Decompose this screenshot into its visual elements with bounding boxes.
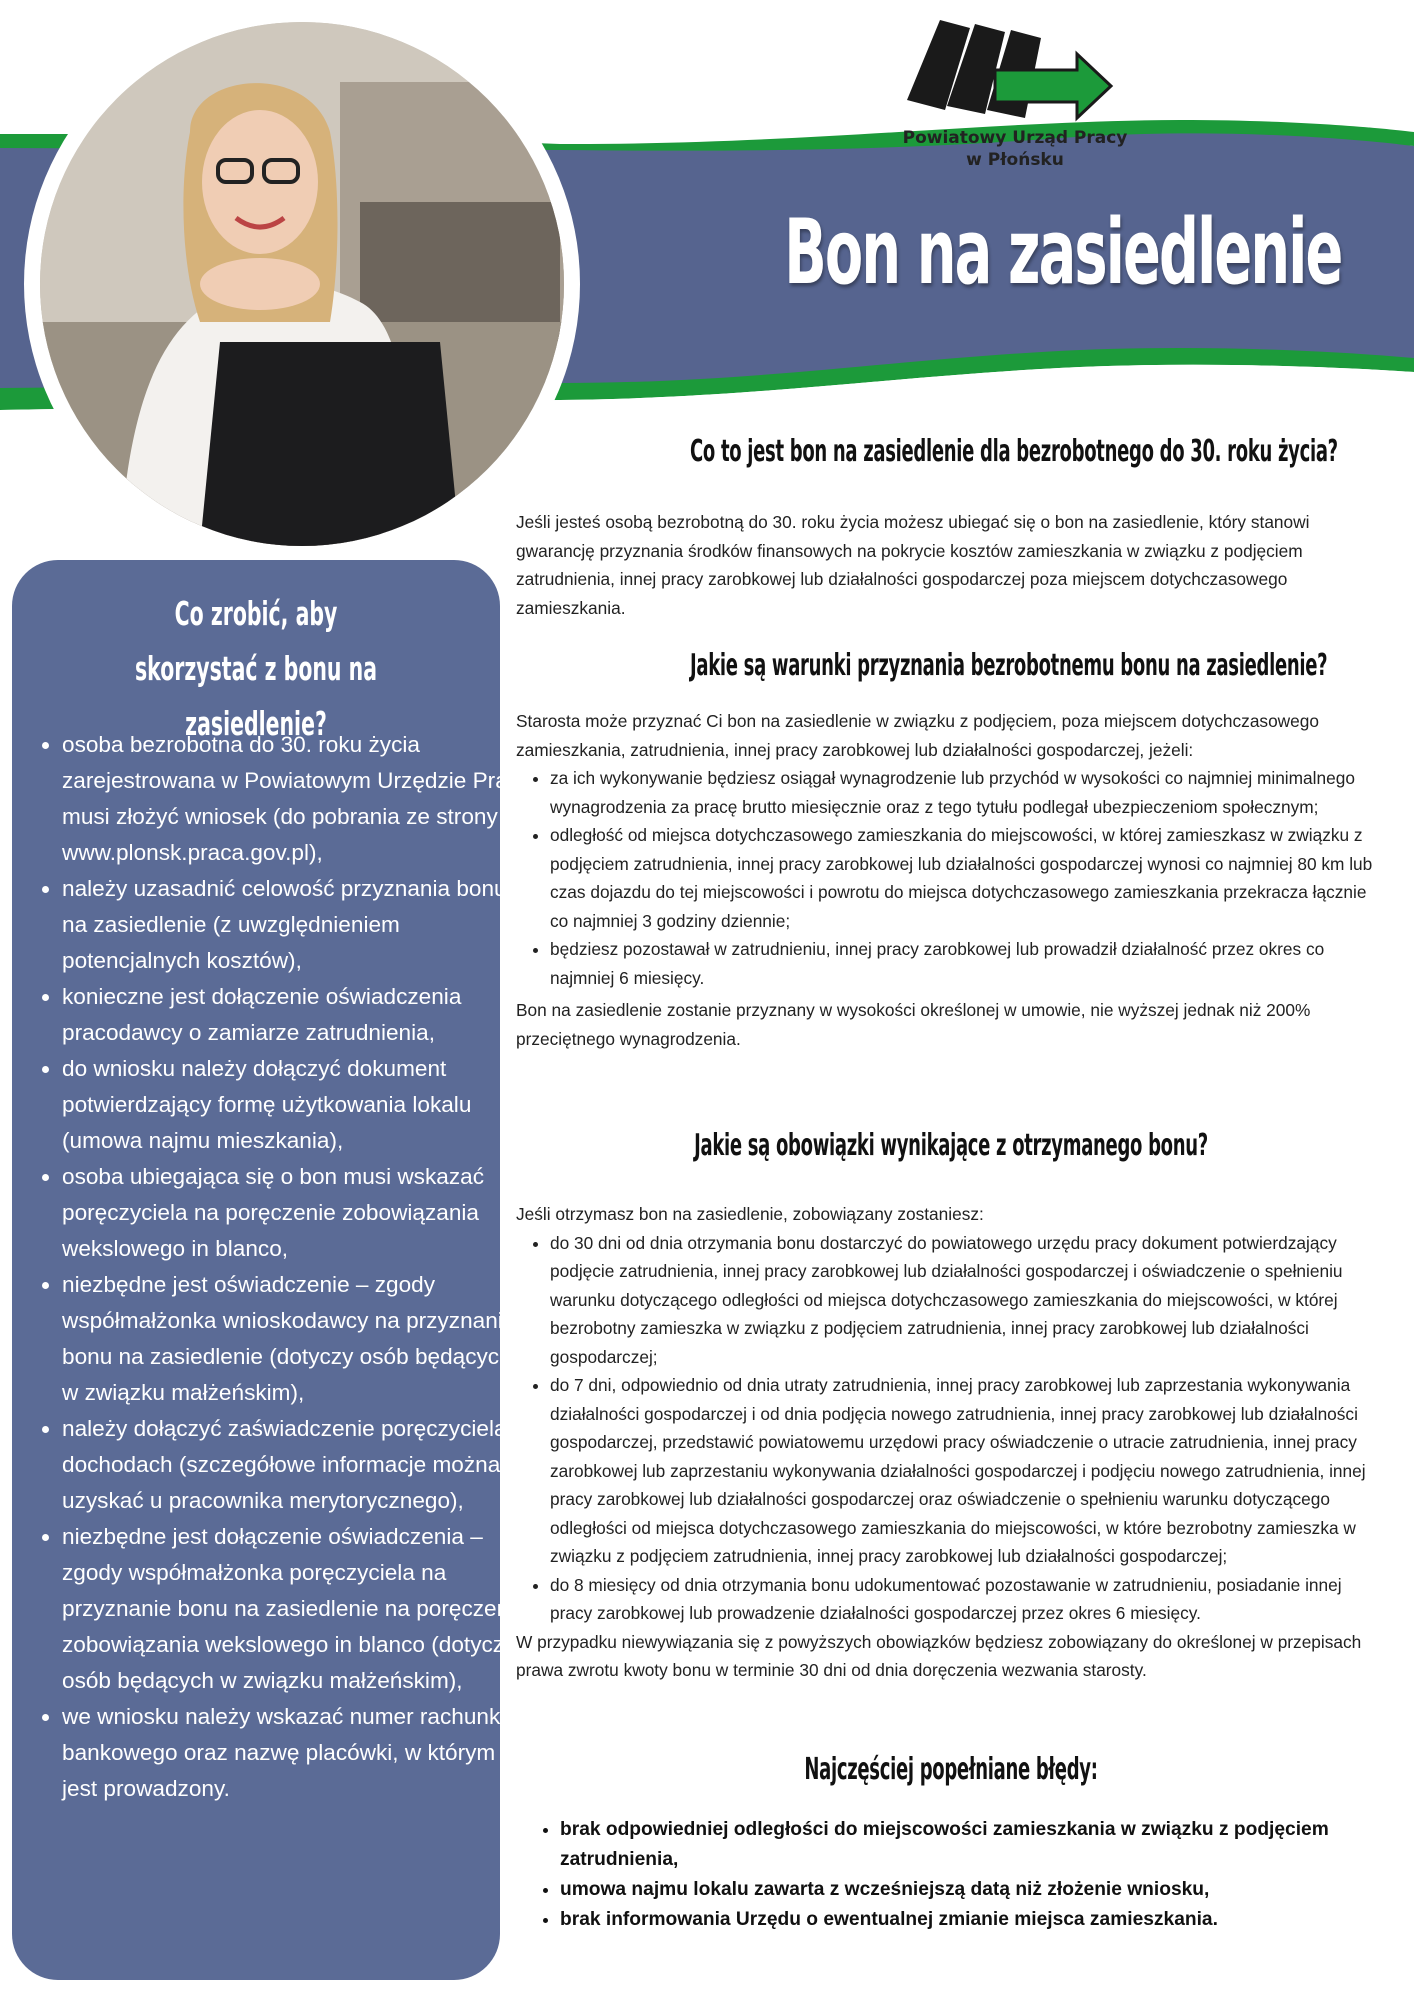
section2-list: [516, 764, 1386, 992]
woman-at-laptop-illustration: [40, 22, 564, 546]
list-item: • umowa najmu lokalu zawarta z wcześniejszą datą niż złożenie wniosku,: [560, 1875, 1414, 1905]
left-panel-list: [26, 727, 532, 1807]
list-item: • należy dołączyć zaświadczenie poręczyciela o dochodach (szczegółowe informacje można uzyskać u pracownika merytorycznego),: [62, 1411, 532, 1519]
section2-intro: Starosta może przyznać Ci bon na zasiedlenie w związku z podjęciem, poza miejscem dotychczasowego zamieszkania, zatrudnienia, innej pracy zarobkowej lub działalności gospodarczej, jeżeli:: [516, 711, 1319, 760]
left-panel-title: Co zrobić, aby skorzystać z bonu na zasiedlenie?: [134, 594, 377, 743]
page-title: Bon na zasiedlenie: [784, 200, 1342, 305]
section1-heading: Co to jest bon na zasiedlenie dla bezrobotnego do 30. roku życia?: [690, 434, 1338, 469]
list-item: • brak informowania Urzędu o ewentualnej zmianie miejsca zamieszkania.: [560, 1905, 1414, 1935]
logo-text-line2: w Płońsku: [966, 150, 1064, 170]
list-item: • do 30 dni od dnia otrzymania bonu dostarczyć do powiatowego urzędu pracy dokument potwierdzający podjęcie zatrudnienia, innej pracy zarobkowej lub działalności gospodarczej i oświadczenie o spełnieniu warunku dotyczącego odległości od miejsca dotychczasowego zamieszkania do miejscowości, w której bezrobotny zamieszka w związku z podjęciem zatrudnienia, innej pracy zarobkowej lub działalności gospodarczej;: [550, 1229, 1386, 1372]
section1-text: Jeśli jesteś osobą bezrobotną do 30. roku życia możesz ubiegać się o bon na zasiedlenie, który stanowi gwarancję przyznania środków finansowych na pokrycie kosztów zamieszkania w związku z podjęciem zatrudnienia, innej pracy zarobkowej lub działalności gospodarczej poza miejscem dotychczasowego zamieszkania.: [516, 512, 1310, 618]
section3-list: [516, 1229, 1386, 1628]
list-item: • za ich wykonywanie będziesz osiągał wynagrodzenie lub przychód w wysokości co najmniej minimalnego wynagrodzenia za pracę brutto miesięcznie oraz z tego tytułu podlegał ubezpieczeniom społecznym;: [550, 764, 1386, 821]
section3-heading: Jakie są obowiązki wynikające z otrzymanego bonu?: [694, 1128, 1208, 1163]
list-item: • należy uzasadnić celowość przyznania bonu na zasiedlenie (z uwzględnieniem potencjalnych kosztów),: [62, 871, 532, 979]
section2-body: [516, 707, 1386, 1053]
section2-heading: Jakie są warunki przyznania bezrobotnemu bonu na zasiedlenie?: [690, 648, 1328, 683]
list-item: • brak odpowiedniej odległości do miejscowości zamieszkania w związku z podjęciem zatrudnienia,: [560, 1815, 1414, 1875]
section1-body: [516, 508, 1386, 622]
list-item: • do wniosku należy dołączyć dokument potwierdzający formę użytkowania lokalu (umowa najmu mieszkania),: [62, 1051, 532, 1159]
list-item: • konieczne jest dołączenie oświadczenia pracodawcy o zamiarze zatrudnienia,: [62, 979, 532, 1051]
logo-text: [880, 127, 1150, 171]
list-item: • do 7 dni, odpowiednio od dnia utraty zatrudnienia, innej pracy zarobkowej lub zaprzestania wykonywania działalności gospodarczej i od dnia podjęcia nowego zatrudnienia, innej pracy zarobkowej lub działalności gospodarczej, przedstawić powiatowemu urzędowi pracy oświadczenie o utracie zatrudnienia, innej pracy zarobkowej lub zaprzestaniu wykonywania działalności gospodarczej i podjęciu nowego zatrudnienia, innej pracy zarobkowej lub działalności gospodarczej oraz oświadczenie o spełnieniu warunku dotyczącego odległości od miejsca dotychczasowego zamieszkania do miejscowości, w które bezrobotny zamieszka w związku z podjęciem zatrudnienia, innej pracy zarobkowej lub działalności gospodarczej;: [550, 1371, 1386, 1571]
list-item: • osoba bezrobotna do 30. roku życia zarejestrowana w Powiatowym Urzędzie Pracy musi złożyć wniosek (do pobrania ze strony www.plonsk.praca.gov.pl),: [62, 727, 532, 871]
list-item: • niezbędne jest dołączenie oświadczenia – zgody współmałżonka poręczyciela na przyznanie bonu na zasiedlenie na poręczenie zobowiązania wekslowego in blanco (dotyczy osób będących w związku małżeńskim),: [62, 1519, 532, 1699]
section2-outro: Bon na zasiedlenie zostanie przyznany w wysokości określonej w umowie, nie wyższej jednak niż 200% przeciętnego wynagrodzenia.: [516, 1000, 1311, 1049]
section3-intro: Jeśli otrzymasz bon na zasiedlenie, zobowiązany zostaniesz:: [516, 1204, 984, 1224]
logo-graphic-icon: [907, 20, 1111, 118]
list-item: • odległość od miejsca dotychczasowego zamieszkania do miejscowości, w której zamieszkasz w związku z podjęciem zatrudnienia, innej pracy zarobkowej lub działalności gospodarczej wynosi co najmniej 80 km lub czas dojazdu do tej miejscowości i powrotu do miejsca dotychczasowego zamieszkania przekracza łącznie co najmniej 3 godziny dziennie;: [550, 821, 1386, 935]
section4-heading: Najczęściej popełniane błędy:: [804, 1752, 1098, 1787]
errors-list: [522, 1815, 1414, 1935]
list-item: • niezbędne jest oświadczenie – zgody współmałżonka wnioskodawcy na przyznanie bonu na zasiedlenie (dotyczy osób będących w związku małżeńskim),: [62, 1267, 532, 1411]
list-item: • będziesz pozostawał w zatrudnieniu, innej pracy zarobkowej lub prowadził działalność przez okres co najmniej 6 miesięcy.: [550, 935, 1386, 992]
photo-frame: [24, 6, 580, 562]
list-item: • do 8 miesięcy od dnia otrzymania bonu udokumentować pozostawanie w zatrudnieniu, posiadanie innej pracy zarobkowej lub prowadzenie działalności gospodarczej przez okres 6 miesięcy.: [550, 1571, 1386, 1628]
list-item: • we wniosku należy wskazać numer rachunku bankowego oraz nazwę placówki, w którym jest prowadzony.: [62, 1699, 532, 1807]
list-item: • osoba ubiegająca się o bon musi wskazać poręczyciela na poręczenie zobowiązania wekslowego in blanco,: [62, 1159, 532, 1267]
section3-body: [516, 1200, 1386, 1685]
logo-text-line1: Powiatowy Urząd Pracy: [902, 128, 1128, 148]
woman-photo: [40, 22, 564, 546]
section3-outro: W przypadku niewywiązania się z powyższych obowiązków będziesz zobowiązany do określonej w przepisach prawa zwrotu kwoty bonu w terminie 30 dni od dnia doręczenia wezwania starosty.: [516, 1631, 1362, 1680]
